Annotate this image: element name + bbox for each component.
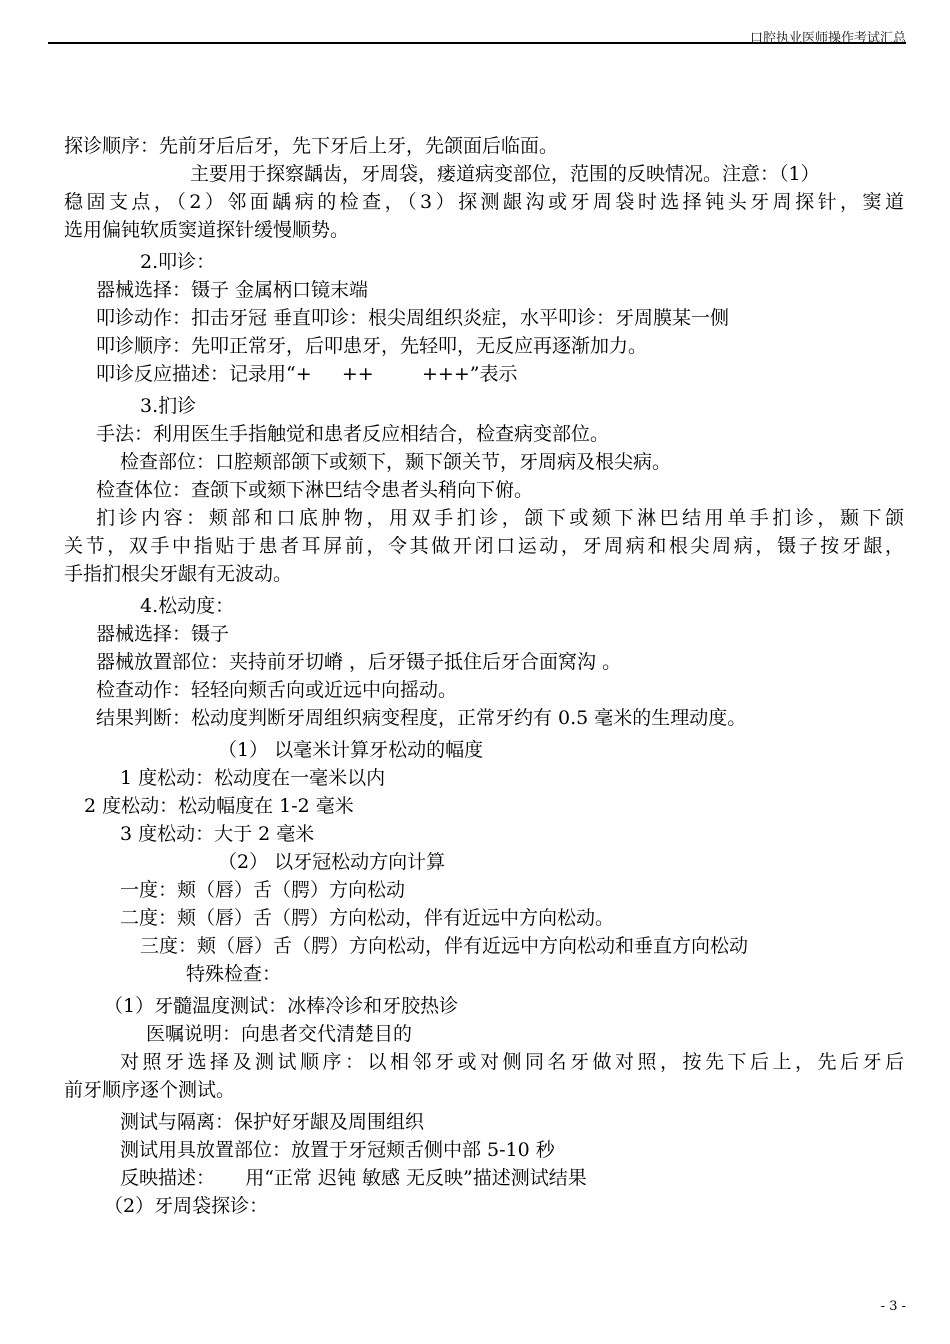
text-line: 扪诊内容：颊部和口底肿物，用双手扪诊，颌下或颏下淋巴结用单手扪诊，颞下颌 <box>96 507 904 529</box>
page-number: - 3 - <box>880 1299 906 1314</box>
text-line: 医嘱说明：向患者交代清楚目的 <box>146 1023 413 1045</box>
text-line: 叩诊顺序：先叩正常牙，后叩患牙，先轻叩，无反应再逐渐加力。 <box>96 335 648 357</box>
text-line: 一度：颊（唇）舌（腭）方向松动 <box>120 879 406 901</box>
text-line: 检查动作：轻轻向颊舌向或近远中向摇动。 <box>96 679 458 701</box>
text-line: （1） 以毫米计算牙松动的幅度 <box>218 739 484 761</box>
text-line: 器械放置部位：夹持前牙切嵴 ，后牙镊子抵住后牙合面窝沟 。 <box>96 651 622 673</box>
text-line: 器械选择：镊子 金属柄口镜末端 <box>96 279 369 301</box>
text-line: 稳固支点，（2）邻面龋病的检查，（3）探测龈沟或牙周袋时选择钝头牙周探针，窦道 <box>64 191 904 213</box>
text-line: 测试与隔离：保护好牙龈及周围组织 <box>120 1111 425 1133</box>
text-line: 叩诊反应描述：记录用“+ ++ +++”表示 <box>96 363 518 385</box>
text-line: 手法：利用医生手指触觉和患者反应相结合，检查病变部位。 <box>96 423 610 445</box>
text-line: 反映描述： 用“正常 迟钝 敏感 无反映”描述测试结果 <box>120 1167 587 1189</box>
text-line: 测试用具放置部位：放置于牙冠颊舌侧中部 5-10 秒 <box>120 1139 555 1161</box>
text-line: 手指扪根尖牙龈有无波动。 <box>64 563 293 585</box>
text-line: 主要用于探察龋齿，牙周袋，瘘道病变部位，范围的反映情况。注意：（1） <box>190 163 820 185</box>
text-line: 2 度松动：松动幅度在 1-2 毫米 <box>84 795 354 817</box>
text-line: 特殊检查： <box>186 963 282 985</box>
text-line: 检查体位：查颌下或颏下淋巴结令患者头稍向下俯。 <box>96 479 534 501</box>
text-line: （2） 以牙冠松动方向计算 <box>218 851 446 873</box>
text-line: 3 度松动：大于 2 毫米 <box>120 823 315 845</box>
text-line: 叩诊动作：扣击牙冠 垂直叩诊：根尖周组织炎症，水平叩诊：牙周膜某一侧 <box>96 307 730 329</box>
text-line: （2）牙周袋探诊： <box>104 1195 269 1217</box>
text-line: 前牙顺序逐个测试。 <box>64 1079 236 1101</box>
text-line: 三度：颊（唇）舌（腭）方向松动，伴有近远中方向松动和垂直方向松动 <box>140 935 749 957</box>
text-line: 器械选择：镊子 <box>96 623 230 645</box>
text-line: （1）牙髓温度测试：冰棒冷诊和牙胶热诊 <box>104 995 459 1017</box>
text-line: 二度：颊（唇）舌（腭）方向松动，伴有近远中方向松动。 <box>120 907 615 929</box>
text-line: 4.松动度： <box>140 595 235 617</box>
header-rule <box>48 42 906 44</box>
text-line: 对照牙选择及测试顺序：以相邻牙或对侧同名牙做对照，按先下后上，先后牙后 <box>120 1051 904 1073</box>
text-line: 选用偏钝软质窦道探针缓慢顺势。 <box>64 219 350 241</box>
text-line: 2.叩诊： <box>140 251 216 273</box>
text-line: 3.扪诊 <box>140 395 197 417</box>
text-line: 结果判断：松动度判断牙周组织病变程度，正常牙约有 0.5 毫米的生理动度。 <box>96 707 747 729</box>
text-line: 1 度松动：松动度在一毫米以内 <box>120 767 386 789</box>
text-line: 探诊顺序：先前牙后后牙，先下牙后上牙，先颌面后临面。 <box>64 135 559 157</box>
text-line: 检查部位：口腔颊部颌下或颏下，颞下颌关节，牙周病及根尖病。 <box>120 451 672 473</box>
text-line: 关节，双手中指贴于患者耳屏前，令其做开闭口运动，牙周病和根尖周病，镊子按牙龈， <box>64 535 904 557</box>
page-header-title: 口腔执业医师操作考试汇总 <box>749 31 906 46</box>
